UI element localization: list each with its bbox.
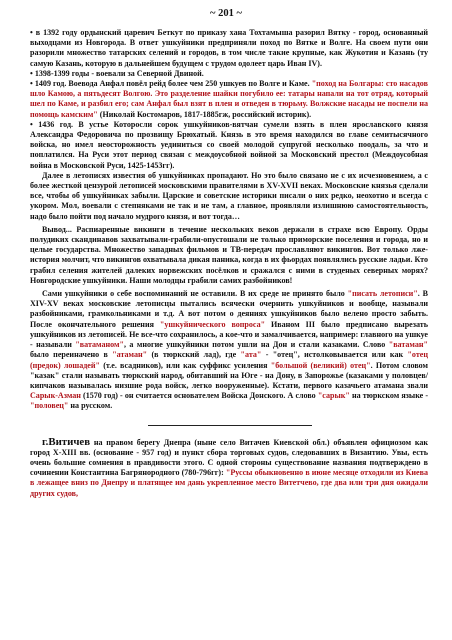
quoted-text: "ватаманом" (75, 340, 124, 350)
bullet-icon: • (30, 68, 35, 78)
text-segment: на правом берегу Днепра (ныне село Витачев Киевской обл.) объявлен официозом как город Х-XIII вв. (основание - 957 год) и пункт сбора торговых судов, следовавших в Византию. Увы, есть очень большие сомнения в правдивости этого. С одной стороны существование названия подтверждено в сочинении Константина Багрянородного (780-796гг): (30, 437, 428, 478)
quoted-text: "писать летописи" (347, 289, 418, 299)
text-segment: . В XIV-XV веках московские летописцы пытались всячески очернить ушкуйников и вообще, называли разбойниками, грамкольниками и т.д. А вот потом о деяниях ушкуйников было велено просто забыть. После окончательного решения (30, 289, 428, 329)
text-segment: - "отец", истолковывается или как (261, 350, 408, 360)
paragraph-ushkuiniki-memories (30, 289, 428, 411)
text-segment: 1398-1399 годы - воевали за Северной Двиной. (34, 68, 204, 78)
text-segment: на тюркском языке - (349, 391, 429, 401)
quoted-text: "ватаман" (388, 340, 428, 350)
quoted-text: "отец (предок) лошадей" (30, 350, 428, 370)
text-segment: (в тюркский лад), где (147, 350, 241, 360)
quoted-text: "атаман" (112, 350, 148, 360)
text-segment: Иваном III было предписано вырезать ушкуйников из летописей. Не все-что сохранилось, а кое-что и замалчивается, например: главного на ушкуе - называли (30, 319, 429, 350)
quoted-text: "поход на Болгары: сто насадов шло Камою, а пятьдесят Волгою. Это разделение шайки погубило ее: татары напали на тот отряд, который шел по Каме, и разбил его; сам Анфал был взят в плен и отведен в тюрьму. Волжские насады не поспели на помощь камским" (30, 79, 428, 119)
bullet-icon: • (30, 119, 39, 129)
quoted-text: "ушкуйнического вопроса" (159, 319, 266, 329)
page-number: ~ 201 ~ (210, 8, 242, 19)
bullet-list (30, 28, 428, 171)
section-divider (148, 425, 312, 426)
text-segment: (Николай Костомаров, 1817-1885гж, российский историк). (97, 109, 312, 119)
quoted-text: Сарык-Азман (30, 391, 81, 401)
text-segment: Сами ушкуйники о себе воспоминаний не оставили. В их среде не принято было (42, 289, 348, 299)
quoted-text: "ата" (240, 350, 262, 360)
text-segment: 1436 год. В устье Которосли сорок ушкуйников-вятчан сумели взять в плен ярославского князя Александра Федоровича по прозвищу Брюхатый. Князь в это время находился во главе семитысячного войска, но имел неосторожность уединиться со своей молодой супругой несколько поодаль, за что и поплатился. На Руси этот период связан с междоусобной войной за Московский престол (Междоусобная война в Московской Руси, 1425-1453гг). (30, 119, 428, 170)
quoted-text: "большой (великий) отец" (270, 360, 371, 370)
text-segment: 1409 год. Воевода Анфал повёл рейд более чем 250 ушкуев по Волге и Каме. (34, 79, 312, 89)
text-segment: (т.е. всадников), или как суффикс усиления (100, 360, 271, 370)
quoted-text: "сарык" (317, 391, 350, 401)
text-segment: было переиначено в (30, 350, 113, 360)
text-segment: (1570 год) - он считается основателем Войска Донского. А слово (80, 391, 318, 401)
city-title: г.Витичев (42, 435, 91, 448)
quoted-text: "половец" (30, 401, 69, 411)
bullet-icon: • (30, 28, 36, 37)
text-segment: на русском. (68, 401, 113, 411)
bullet-item (30, 79, 428, 120)
bullet-item (30, 69, 428, 79)
paragraph-conclusion: Вывод... Распиаренные викинги в течение нескольких веков держали в страхе всю Европу. Орды полудиких скандинавов захватывали-грабили-опустошали не только приморские поселения и города, но и целые государства. Множество западных фильмов и ТВ-передач прославляют викингов. Вот только лже-история молчит, что викингов охватывала дикая паника, когда в их фьордах появлялись русские ладьи. Кто грабил селения жителей далеких норвежских посёлков и сражался с ними в студеных северных морях? Новгородские ушкуйники. Наши молодцы грабили самих разбойников! (30, 224, 428, 285)
bullet-item (30, 28, 428, 69)
text-segment: в 1392 году ордынский царевич Беткут по приказу хана Тохтамыша разорил Вятку - город, основанный выходцами из Новгорода. В ответ ушкуйники предприняли поход по Вятке и Волге. На своем пути они разорили множество татарских селений и городов, в том числе такие крупные, как Жукотин и Казань (ту самую Казань, которую в дальнейшем будущем с трудом одолеет царь Иван IV). (30, 28, 428, 68)
text-segment: . Потом словом "казак" стали называть тюркский народ, обитавший на Юге - на Дону, в Запорожье (казаками у половцев/кипчаков называлась низшие рода войск, легко вооруженные). Кстати, первого казачьего атамана звали (30, 360, 429, 390)
section-divider-wrap (30, 418, 428, 434)
text-segment: , а многие ушкуйники потом ушли на Дон и стали казаками. Слово (123, 340, 389, 350)
bullet-icon: • (30, 79, 35, 89)
page-content (30, 28, 428, 499)
quoted-text: "Руссы обыкновенно в июне месяце отходили из Киева в лежащее вниз по Днепру и платящее им дань укрепленное место Витетчево, где два или три дня ожидали других судов, (30, 468, 428, 498)
paragraph-chronicles: Далее в летописях известия об ушкуйниках пропадают. Но это было связано не с их исчезновением, а с более жесткой цензурой летописей московскими правителями в XV-XVII веках. Московские князья сделали все, чтобы об ушкуйниках забыли. Царские и советские историки писали о них редко, неохотно и всегда с укором. Мол, воевали с степняками не так и не там, а главное, проявляли излишнюю самостоятельность, надо было пойти под начало мудрого князя, и вот тогда… (30, 170, 428, 221)
paragraph-vitichev (30, 437, 428, 499)
bullet-item (30, 120, 428, 171)
